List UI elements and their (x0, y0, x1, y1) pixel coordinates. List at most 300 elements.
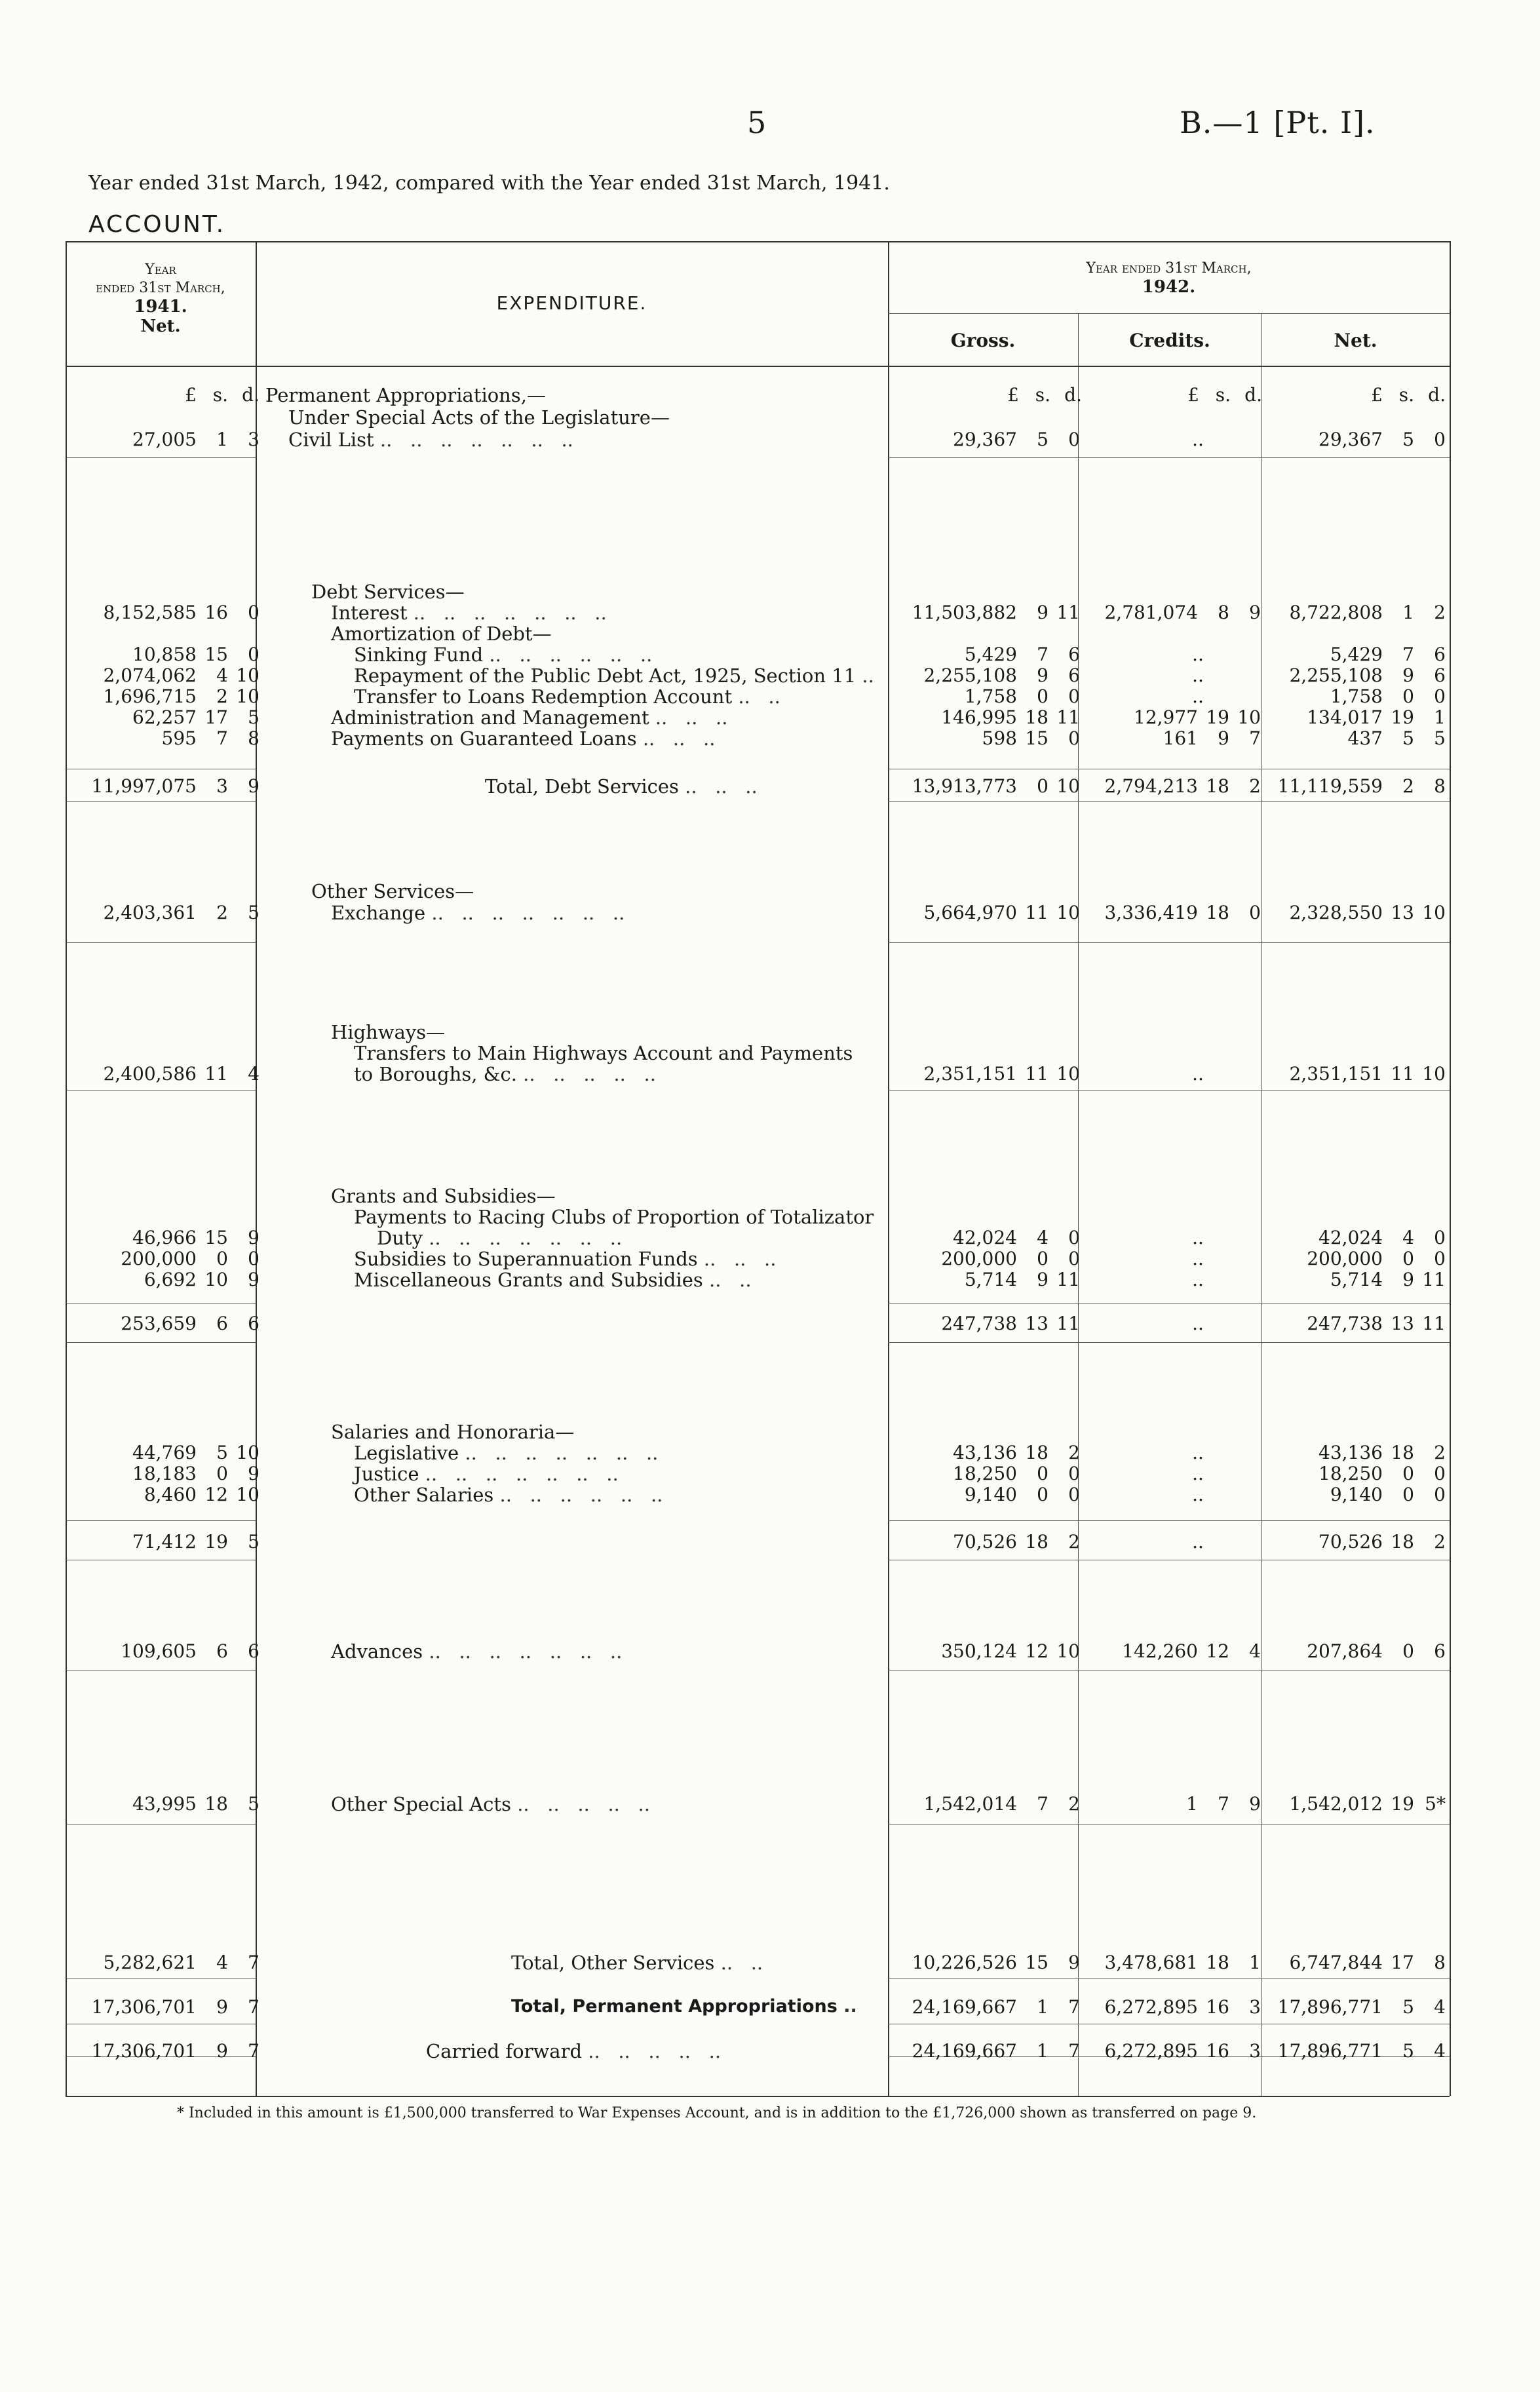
repay-gross-shillings: 9 (1037, 665, 1049, 686)
justice-gross-amount (893, 1463, 1080, 1484)
total_debt-gross-pounds: 13,913,773 (912, 775, 1017, 797)
admin-gross-pence: 11 (1056, 706, 1080, 728)
other_special-gross-pounds: 1,542,014 (923, 1793, 1017, 1815)
legislative-net-pounds: 43,136 (1319, 1442, 1383, 1463)
total_other-net-pence: 8 (1434, 1952, 1446, 1973)
misc-gross-pounds: 5,714 (964, 1269, 1017, 1290)
repay-prev-shillings: 4 (216, 665, 228, 686)
total_debt-prev-pence: 9 (248, 775, 260, 797)
advances-gross-amount (893, 1640, 1080, 1662)
justice-gross-pence: 0 (1068, 1463, 1080, 1484)
other_special-prev-pounds: 43,995 (132, 1793, 197, 1815)
other_special-prev-shillings: 18 (204, 1793, 228, 1815)
admin-prev-amount (72, 706, 260, 728)
interest-prev-amount (72, 602, 260, 623)
admin-prev-shillings: 17 (204, 706, 228, 728)
total_debt-prev-shillings: 3 (216, 775, 228, 797)
justice-label: Justice .. .. .. .. .. .. .. (354, 1463, 619, 1485)
legislative-prev-amount (72, 1442, 260, 1463)
repay-prev-pounds: 2,074,062 (103, 665, 197, 686)
repay-credits-nil: .. (1192, 665, 1204, 686)
interest-credits-pence: 9 (1249, 602, 1261, 623)
interest-credits-amount (1081, 602, 1261, 623)
total_other-net-pounds: 6,747,844 (1289, 1952, 1383, 1973)
special-acts-label: Under Special Acts of the Legislature— (288, 406, 670, 429)
total_perm-gross-pence: 7 (1068, 1996, 1080, 2018)
salaries_total-net-shillings: 18 (1391, 1531, 1414, 1553)
boroughs-credits-nil: .. (1192, 1063, 1204, 1085)
footnote: * Included in this amount is £1,500,000 transferred to War Expenses Account, and is in addition to the £1,726,000 shown as transferred on page 9. (177, 2105, 1257, 2121)
transfers-main-label: Transfers to Main Highways Account and Payments (354, 1042, 853, 1064)
exchange-gross-pounds: 5,664,970 (923, 902, 1017, 923)
expenditure-header: EXPENDITURE. (496, 292, 647, 314)
admin-gross-amount (893, 706, 1080, 728)
total_perm-credits-amount (1081, 1996, 1261, 2018)
other_special-net-pence: 5* (1425, 1793, 1446, 1815)
repay-gross-amount (893, 665, 1080, 686)
repay-net-pence: 6 (1434, 665, 1446, 686)
super-gross-pounds: 200,000 (941, 1248, 1017, 1269)
justice-net-amount (1265, 1463, 1446, 1484)
grants_total-gross-shillings: 13 (1025, 1313, 1049, 1334)
account-table (66, 241, 1450, 2096)
carried-net-amount (1265, 2040, 1446, 2062)
interest-credits-shillings: 8 (1218, 602, 1229, 623)
transfer_loans-prev-shillings: 2 (216, 685, 228, 707)
civil-gross-pounds: 29,367 (953, 429, 1017, 450)
super-prev-pence: 0 (248, 1248, 260, 1269)
civil-prev-pounds: 27,005 (132, 429, 197, 450)
total_debt-credits-pence: 2 (1249, 775, 1261, 797)
total_other-gross-pence: 9 (1068, 1952, 1080, 1973)
super-gross-amount (893, 1248, 1080, 1269)
civil-net-pence: 0 (1434, 429, 1446, 450)
super-prev-amount (72, 1248, 260, 1269)
total_debt-net-pounds: 11,119,559 (1277, 775, 1383, 797)
legislative-prev-shillings: 5 (216, 1442, 228, 1463)
repay-prev-amount (72, 665, 260, 686)
sinking-fund-label: Sinking Fund .. .. .. .. .. .. (354, 644, 653, 666)
exchange-credits-amount (1081, 902, 1261, 923)
grants_total-net-amount (1265, 1313, 1446, 1334)
sinking-prev-shillings: 15 (204, 644, 228, 665)
justice-credits-nil: .. (1192, 1463, 1204, 1484)
carried-prev-pounds: 17,306,701 (91, 2040, 197, 2062)
other_sal-gross-amount (893, 1484, 1080, 1505)
exchange-gross-shillings: 11 (1025, 902, 1049, 923)
advances-prev-shillings: 6 (216, 1640, 228, 1662)
boroughs-prev-pence: 4 (248, 1063, 260, 1085)
transfer_loans-prev-amount (72, 685, 260, 707)
advances-net-pounds: 207,864 (1307, 1640, 1383, 1662)
transfer_loans-net-amount (1265, 685, 1446, 707)
other_special-gross-shillings: 7 (1037, 1793, 1049, 1815)
salaries_total-gross-amount (893, 1531, 1080, 1553)
super-prev-shillings: 0 (216, 1248, 228, 1269)
justice-gross-shillings: 0 (1037, 1463, 1049, 1484)
repay-gross-pence: 6 (1068, 665, 1080, 686)
transfer_loans-prev-pence: 10 (236, 685, 260, 707)
civil-list-label: Civil List .. .. .. .. .. .. .. (288, 429, 573, 451)
interest-net-pence: 2 (1434, 602, 1446, 623)
total_perm-credits-pounds: 6,272,895 (1104, 1996, 1198, 2018)
justice-net-shillings: 0 (1402, 1463, 1414, 1484)
guaranteed-prev-amount (72, 727, 260, 749)
carried-credits-amount (1081, 2040, 1261, 2062)
repay-net-pounds: 2,255,108 (1289, 665, 1383, 686)
total_other-gross-amount (893, 1952, 1080, 1973)
interest-gross-amount (893, 602, 1080, 623)
civil-prev-shillings: 1 (216, 429, 228, 450)
duty-gross-pounds: 42,024 (953, 1227, 1017, 1248)
justice-prev-amount (72, 1463, 260, 1484)
duty-net-shillings: 4 (1402, 1227, 1414, 1248)
duty-gross-pence: 0 (1068, 1227, 1080, 1248)
total_other-prev-shillings: 4 (216, 1952, 228, 1973)
interest-net-pounds: 8,722,808 (1289, 602, 1383, 623)
legislative-net-amount (1265, 1442, 1446, 1463)
other_sal-gross-pounds: 9,140 (964, 1484, 1017, 1505)
guaranteed-net-pence: 5 (1434, 727, 1446, 749)
justice-net-pence: 0 (1434, 1463, 1446, 1484)
legislative-credits-nil: .. (1192, 1442, 1204, 1463)
total_other-credits-shillings: 18 (1206, 1952, 1229, 1973)
guaranteed-gross-amount (893, 727, 1080, 749)
total_debt-net-pence: 8 (1434, 775, 1446, 797)
duty-net-amount (1265, 1227, 1446, 1248)
other_sal-prev-pence: 10 (236, 1484, 260, 1505)
grants_total-prev-shillings: 6 (216, 1313, 228, 1334)
boroughs-gross-pence: 10 (1056, 1063, 1080, 1085)
sinking-prev-pence: 0 (248, 644, 260, 665)
misc-gross-amount (893, 1269, 1080, 1290)
advances-net-shillings: 0 (1402, 1640, 1414, 1662)
boroughs-prev-pounds: 2,400,586 (103, 1063, 197, 1085)
legislative-gross-pence: 2 (1068, 1442, 1080, 1463)
transfer_loans-gross-shillings: 0 (1037, 685, 1049, 707)
total_other-net-amount (1265, 1952, 1446, 1973)
salaries_total-net-pounds: 70,526 (1319, 1531, 1383, 1553)
other_sal-net-amount (1265, 1484, 1446, 1505)
repay-net-amount (1265, 665, 1446, 686)
misc-net-shillings: 9 (1402, 1269, 1414, 1290)
exchange-gross-amount (893, 902, 1080, 923)
carried-credits-pence: 3 (1249, 2040, 1261, 2062)
other_sal-net-shillings: 0 (1402, 1484, 1414, 1505)
guaranteed-prev-pounds: 595 (161, 727, 197, 749)
gross-header: Gross. (950, 330, 1016, 351)
guaranteed-gross-pounds: 598 (982, 727, 1017, 749)
other_special-credits-amount (1081, 1793, 1261, 1815)
admin-prev-pence: 5 (248, 706, 260, 728)
carried-prev-shillings: 9 (216, 2040, 228, 2062)
boroughs-prev-amount (72, 1063, 260, 1085)
grants_total-prev-pence: 6 (248, 1313, 260, 1334)
grants-label: Grants and Subsidies— (331, 1185, 556, 1207)
total-other-label: Total, Other Services .. .. (511, 1952, 763, 1974)
duty-prev-pounds: 46,966 (132, 1227, 197, 1248)
civil-net-pounds: 29,367 (1319, 429, 1383, 450)
total_perm-gross-pounds: 24,169,667 (912, 1996, 1017, 2018)
carried-gross-pence: 7 (1068, 2040, 1080, 2062)
carried-credits-pounds: 6,272,895 (1104, 2040, 1198, 2062)
interest-credits-pounds: 2,781,074 (1104, 602, 1198, 623)
duty-credits-nil: .. (1192, 1227, 1204, 1248)
super-net-amount (1265, 1248, 1446, 1269)
exchange-credits-shillings: 18 (1206, 902, 1229, 923)
page-number: 5 (747, 105, 767, 140)
exchange-prev-pence: 5 (248, 902, 260, 923)
interest-gross-pence: 11 (1056, 602, 1080, 623)
boroughs-label: to Boroughs, &c. .. .. .. .. .. (354, 1063, 656, 1085)
transfer_loans-credits-nil: .. (1192, 685, 1204, 707)
other_sal-prev-shillings: 12 (204, 1484, 228, 1505)
justice-prev-shillings: 0 (216, 1463, 228, 1484)
other_sal-net-pounds: 9,140 (1330, 1484, 1383, 1505)
super-prev-pounds: 200,000 (121, 1248, 197, 1269)
misc-gross-shillings: 9 (1037, 1269, 1049, 1290)
total_other-credits-pounds: 3,478,681 (1104, 1952, 1198, 1973)
carried-net-pence: 4 (1434, 2040, 1446, 2062)
carried-net-pounds: 17,896,771 (1277, 2040, 1383, 2062)
advances-credits-shillings: 12 (1206, 1640, 1229, 1662)
salaries_total-gross-pounds: 70,526 (953, 1531, 1017, 1553)
legislative-label: Legislative .. .. .. .. .. .. .. (354, 1442, 659, 1464)
misc-gross-pence: 11 (1056, 1269, 1080, 1290)
duty-prev-pence: 9 (248, 1227, 260, 1248)
total_other-gross-pounds: 10,226,526 (912, 1952, 1017, 1973)
repay-prev-pence: 10 (236, 665, 260, 686)
total_debt-prev-pounds: 11,997,075 (91, 775, 197, 797)
duty-net-pounds: 42,024 (1319, 1227, 1383, 1248)
misc-grants-label: Miscellaneous Grants and Subsidies .. .. (354, 1269, 752, 1291)
advances-credits-pounds: 142,260 (1122, 1640, 1198, 1662)
guaranteed-gross-pence: 0 (1068, 727, 1080, 749)
salaries_total-gross-pence: 2 (1068, 1531, 1080, 1553)
legislative-net-shillings: 18 (1391, 1442, 1414, 1463)
total_perm-net-pence: 4 (1434, 1996, 1446, 2018)
interest-prev-shillings: 16 (204, 602, 228, 623)
admin-net-amount (1265, 706, 1446, 728)
other_special-gross-amount (893, 1793, 1080, 1815)
exchange-prev-shillings: 2 (216, 902, 228, 923)
total_perm-net-amount (1265, 1996, 1446, 2018)
curr-year-header: Year ended 31st March, 1942. (1086, 260, 1252, 297)
sinking-prev-pounds: 10,858 (132, 644, 197, 665)
advances-prev-pence: 6 (248, 1640, 260, 1662)
perm-appropriations-label: Permanent Appropriations,— (265, 384, 546, 406)
carried-net-shillings: 5 (1402, 2040, 1414, 2062)
total_debt-gross-amount (893, 775, 1080, 797)
boroughs-gross-shillings: 11 (1025, 1063, 1049, 1085)
repay-gross-pounds: 2,255,108 (923, 665, 1017, 686)
other_special-credits-shillings: 7 (1218, 1793, 1229, 1815)
misc-net-pence: 11 (1422, 1269, 1446, 1290)
advances-net-pence: 6 (1434, 1640, 1446, 1662)
credits-units: £ s. d. (1187, 384, 1262, 406)
sinking-gross-pence: 6 (1068, 644, 1080, 665)
total_debt-credits-pounds: 2,794,213 (1104, 775, 1198, 797)
repayment-label: Repayment of the Public Debt Act, 1925, Section 11 .. (354, 665, 874, 687)
super-gross-pence: 0 (1068, 1248, 1080, 1269)
civil-gross-amount (893, 429, 1080, 450)
legislative-gross-pounds: 43,136 (953, 1442, 1017, 1463)
grants_total-gross-pence: 11 (1056, 1313, 1080, 1334)
other-services-label: Other Services— (311, 880, 474, 902)
carried-gross-amount (893, 2040, 1080, 2062)
duty-prev-shillings: 15 (204, 1227, 228, 1248)
carried-prev-pence: 7 (248, 2040, 260, 2062)
boroughs-net-pence: 10 (1422, 1063, 1446, 1085)
misc-prev-amount (72, 1269, 260, 1290)
total_perm-prev-amount (72, 1996, 260, 2018)
grants_total-prev-amount (72, 1313, 260, 1334)
grants_total-net-pence: 11 (1422, 1313, 1446, 1334)
total_other-prev-pence: 7 (248, 1952, 260, 1973)
salaries-label: Salaries and Honoraria— (331, 1421, 575, 1443)
advances-label: Advances .. .. .. .. .. .. .. (331, 1640, 623, 1663)
exchange-prev-amount (72, 902, 260, 923)
grants_total-prev-pounds: 253,659 (121, 1313, 197, 1334)
total_other-credits-amount (1081, 1952, 1261, 1973)
guaranteed-credits-shillings: 9 (1218, 727, 1229, 749)
total_perm-credits-pence: 3 (1249, 1996, 1261, 2018)
carried-forward-label: Carried forward .. .. .. .. .. (426, 2040, 722, 2062)
other_special-gross-pence: 2 (1068, 1793, 1080, 1815)
boroughs-net-amount (1265, 1063, 1446, 1085)
advances-prev-amount (72, 1640, 260, 1662)
admin-credits-amount (1081, 706, 1261, 728)
sinking-net-amount (1265, 644, 1446, 665)
total_debt-gross-shillings: 0 (1037, 775, 1049, 797)
other_sal-credits-nil: .. (1192, 1484, 1204, 1505)
net-header: Net. (1334, 330, 1377, 351)
duty-label: Duty .. .. .. .. .. .. .. (377, 1227, 623, 1249)
salaries_total-net-amount (1265, 1531, 1446, 1553)
admin-gross-pounds: 146,995 (941, 706, 1017, 728)
transfer_loans-net-shillings: 0 (1402, 685, 1414, 707)
super-net-shillings: 0 (1402, 1248, 1414, 1269)
sinking-gross-pounds: 5,429 (964, 644, 1017, 665)
exchange-prev-pounds: 2,403,361 (103, 902, 197, 923)
guaranteed-loans-label: Payments on Guaranteed Loans .. .. .. (331, 727, 716, 750)
justice-net-pounds: 18,250 (1319, 1463, 1383, 1484)
other_sal-gross-shillings: 0 (1037, 1484, 1049, 1505)
boroughs-gross-amount (893, 1063, 1080, 1085)
boroughs-net-pounds: 2,351,151 (1289, 1063, 1383, 1085)
sinking-prev-amount (72, 644, 260, 665)
admin-credits-pounds: 12,977 (1134, 706, 1198, 728)
super-credits-nil: .. (1192, 1248, 1204, 1269)
highways-label: Highways— (331, 1021, 446, 1043)
total_other-prev-amount (72, 1952, 260, 1973)
interest-net-shillings: 1 (1402, 602, 1414, 623)
guaranteed-net-shillings: 5 (1402, 727, 1414, 749)
admin-net-pounds: 134,017 (1307, 706, 1383, 728)
salaries_total-prev-amount (72, 1531, 260, 1553)
interest-label: Interest .. .. .. .. .. .. .. (331, 602, 607, 624)
super-gross-shillings: 0 (1037, 1248, 1049, 1269)
interest-prev-pounds: 8,152,585 (103, 602, 197, 623)
exchange-credits-pence: 0 (1249, 902, 1261, 923)
transfer_loans-gross-amount (893, 685, 1080, 707)
amortization-label: Amortization of Debt— (331, 623, 552, 645)
admin-credits-pence: 10 (1237, 706, 1261, 728)
interest-net-amount (1265, 602, 1446, 623)
other_special-credits-pounds: 1 (1186, 1793, 1198, 1815)
advances-gross-pence: 10 (1056, 1640, 1080, 1662)
legislative-prev-pounds: 44,769 (132, 1442, 197, 1463)
carried-prev-amount (72, 2040, 260, 2062)
total_debt-prev-amount (72, 775, 260, 797)
other_sal-prev-amount (72, 1484, 260, 1505)
total-debt-label: Total, Debt Services .. .. .. (485, 775, 758, 798)
exchange-net-pence: 10 (1422, 902, 1446, 923)
other_sal-gross-pence: 0 (1068, 1484, 1080, 1505)
legislative-gross-amount (893, 1442, 1080, 1463)
sinking-net-pounds: 5,429 (1330, 644, 1383, 665)
misc-net-pounds: 5,714 (1330, 1269, 1383, 1290)
administration-label: Administration and Management .. .. .. (331, 706, 728, 729)
other_special-net-shillings: 19 (1391, 1793, 1414, 1815)
advances-prev-pounds: 109,605 (121, 1640, 197, 1662)
exchange-net-shillings: 13 (1391, 902, 1414, 923)
total_perm-net-pounds: 17,896,771 (1277, 1996, 1383, 2018)
total_perm-gross-amount (893, 1996, 1080, 2018)
total_debt-credits-shillings: 18 (1206, 775, 1229, 797)
misc-prev-pounds: 6,692 (144, 1269, 197, 1290)
admin-prev-pounds: 62,257 (132, 706, 197, 728)
exchange-gross-pence: 10 (1056, 902, 1080, 923)
total_perm-net-shillings: 5 (1402, 1996, 1414, 2018)
sinking-gross-shillings: 7 (1037, 644, 1049, 665)
admin-gross-shillings: 18 (1025, 706, 1049, 728)
credits-header: Credits. (1129, 330, 1210, 351)
grants_total-credits-nil: .. (1192, 1313, 1204, 1334)
total_perm-prev-shillings: 9 (216, 1996, 228, 2018)
racing-label: Payments to Racing Clubs of Proportion of Totalizator (354, 1206, 874, 1228)
total_other-credits-pence: 1 (1249, 1952, 1261, 1973)
civil-gross-pence: 0 (1068, 429, 1080, 450)
sinking-credits-nil: .. (1192, 644, 1204, 665)
guaranteed-credits-pounds: 161 (1163, 727, 1198, 749)
net-units: £ s. d. (1371, 384, 1446, 406)
admin-credits-shillings: 19 (1206, 706, 1229, 728)
other_special-net-amount (1265, 1793, 1446, 1815)
repay-net-shillings: 9 (1402, 665, 1414, 686)
superannuation-label: Subsidies to Superannuation Funds .. .. .. (354, 1248, 777, 1270)
advances-gross-shillings: 12 (1025, 1640, 1049, 1662)
total_perm-credits-shillings: 16 (1206, 1996, 1229, 2018)
transfer_loans-prev-pounds: 1,696,715 (103, 685, 197, 707)
advances-credits-pence: 4 (1249, 1640, 1261, 1662)
boroughs-gross-pounds: 2,351,151 (923, 1063, 1017, 1085)
transfer-loans-label: Transfer to Loans Redemption Account .. .. (354, 685, 780, 708)
sinking-net-shillings: 7 (1402, 644, 1414, 665)
other_sal-net-pence: 0 (1434, 1484, 1446, 1505)
grants_total-gross-pounds: 247,738 (941, 1313, 1017, 1334)
carried-credits-shillings: 16 (1206, 2040, 1229, 2062)
boroughs-net-shillings: 11 (1391, 1063, 1414, 1085)
boroughs-prev-shillings: 11 (204, 1063, 228, 1085)
civil-net-shillings: 5 (1402, 429, 1414, 450)
total_perm-prev-pence: 7 (248, 1996, 260, 2018)
guaranteed-net-amount (1265, 727, 1446, 749)
guaranteed-prev-shillings: 7 (216, 727, 228, 749)
exchange-label: Exchange .. .. .. .. .. .. .. (331, 902, 625, 924)
total_debt-credits-amount (1081, 775, 1261, 797)
civil-prev-pence: 3 (248, 429, 260, 450)
